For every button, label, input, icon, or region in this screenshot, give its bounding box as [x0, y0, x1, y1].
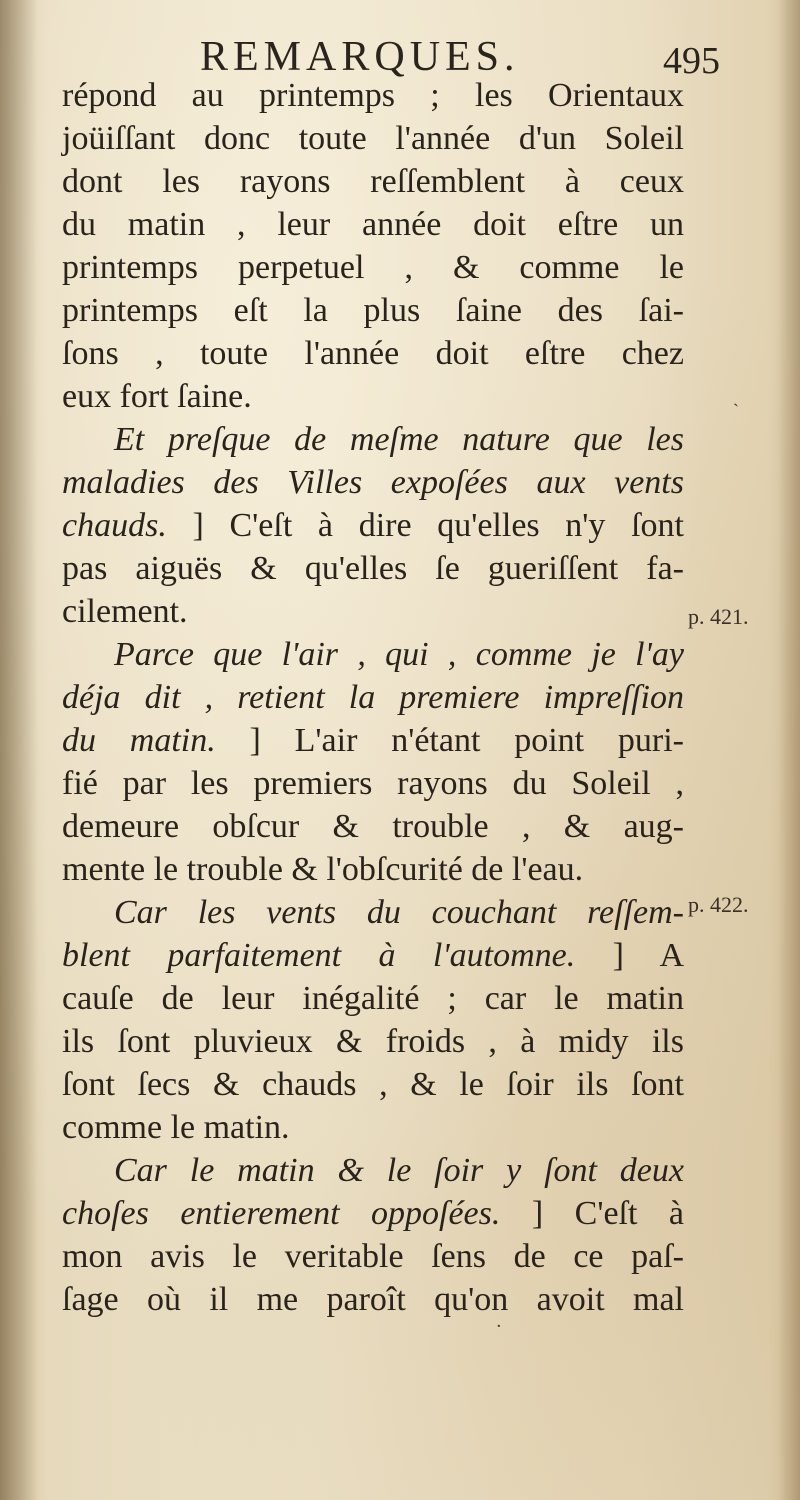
- italic-quote: Car le matin & le ſoir y ſont deux: [114, 1152, 684, 1189]
- italic-quote: du matin.: [62, 722, 216, 759]
- italic-quote: Et preſque de meſme nature que les: [114, 421, 684, 458]
- text-line: mente le trouble & l'obſcurité de l'eau.: [62, 851, 584, 888]
- text-line: printemps perpetuel , & comme le: [62, 249, 684, 286]
- running-title: REMARQUES.: [200, 34, 520, 80]
- text-line: ſage où il me paroît qu'on avoit mal: [62, 1281, 684, 1318]
- italic-quote: déja dit , retient la premiere impreſſion: [62, 679, 684, 716]
- text-line: dont les rayons reſſemblent à ceux: [62, 163, 684, 200]
- text-line: mon avis le veritable ſens de ce paſ-: [62, 1238, 684, 1275]
- text-line: [62, 504, 684, 547]
- page-edge: [778, 0, 800, 1500]
- text-line: pas aiguës & qu'elles ſe gueriſſent fa-: [62, 550, 684, 587]
- text-line: [62, 1192, 684, 1235]
- italic-quote: blent parfaitement à l'automne.: [62, 937, 576, 974]
- text-line: du matin , leur année doit eſtre un: [62, 206, 684, 243]
- text-line: [62, 719, 684, 762]
- italic-quote: choſes entierement oppoſées.: [62, 1195, 501, 1232]
- text-line: [62, 633, 684, 676]
- text-line: eux fort ſaine.: [62, 378, 252, 415]
- text-segment: ] L'air n'étant point puri-: [215, 722, 684, 759]
- text-line: ſons , toute l'année doit eſtre chez: [62, 335, 684, 372]
- gutter-shadow: [0, 0, 38, 1500]
- text-line: joüiſſant donc toute l'année d'un Soleil: [62, 120, 684, 157]
- text-line: [62, 461, 684, 504]
- text-line: ſont ſecs & chauds , & le ſoir ils ſont: [62, 1066, 684, 1103]
- page-number: 495: [663, 40, 720, 82]
- text-line: [62, 418, 684, 461]
- text-segment: ] C'eſt à: [500, 1195, 684, 1232]
- italic-quote: chauds.: [62, 507, 167, 544]
- text-line: fié par les premiers rayons du Soleil ,: [62, 765, 684, 802]
- text-line: [62, 934, 684, 977]
- text-segment: ] C'eſt à dire qu'elles n'y ſont: [166, 507, 684, 544]
- text-line: printemps eſt la plus ſaine des ſai-: [62, 292, 684, 329]
- italic-quote: maladies des Villes expoſées aux vents: [62, 464, 684, 501]
- text-line: cauſe de leur inégalité ; car le matin: [62, 980, 684, 1017]
- ink-speck: ˴: [733, 392, 739, 413]
- text-line: ils ſont pluvieux & froids , à midy ils: [62, 1023, 684, 1060]
- text-line: cilement.: [62, 593, 188, 630]
- italic-quote: Parce que l'air , qui , comme je l'ay: [114, 636, 684, 673]
- text-line: comme le matin.: [62, 1109, 290, 1146]
- text-line: répond au printemps ; les Orientaux: [62, 77, 684, 114]
- ink-speck: ·: [496, 1316, 502, 1337]
- italic-quote: Car les vents du couchant reſſem-: [114, 894, 684, 931]
- body-text: [62, 74, 684, 1321]
- text-line: demeure obſcur & trouble , & aug-: [62, 808, 684, 845]
- text-line: [62, 1149, 684, 1192]
- margin-note: p. 421.: [688, 604, 749, 629]
- text-line: [62, 891, 684, 934]
- text-segment: ] A: [575, 937, 684, 974]
- text-line: [62, 676, 684, 719]
- margin-note: p. 422.: [688, 892, 749, 917]
